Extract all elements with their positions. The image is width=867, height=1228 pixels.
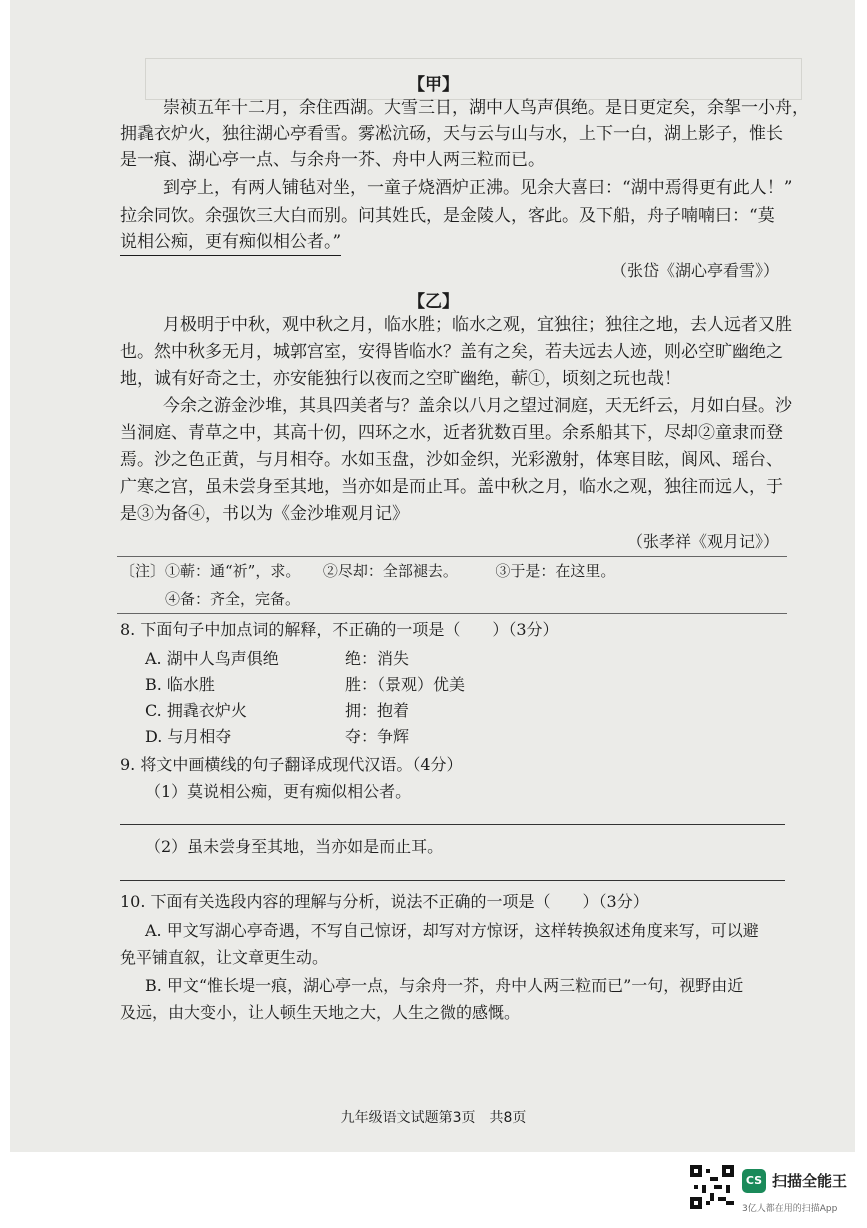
- passage-b-line: 是③为备④，书以为《金沙堆观月记》: [120, 504, 409, 524]
- passage-a-line: 到亭上，有两人铺毡对坐，一童子烧酒炉正沸。见余大喜曰：“湖中焉得更有此人！”: [163, 178, 793, 198]
- q8-option-b-gloss: 胜：（景观）优美: [345, 675, 466, 694]
- passage-a-line: 是一痕、湖心亭一点、与余舟一芥、舟中人两三粒而已。: [120, 150, 545, 170]
- passage-b-source: （张孝祥《观月记》）: [626, 532, 779, 551]
- qr-code-icon: [690, 1165, 734, 1209]
- brand-tagline: 3亿人都在用的扫描App: [742, 1204, 838, 1214]
- passage-b-heading: 【乙】: [408, 292, 459, 312]
- q8-option-b: B. 临水胜: [145, 675, 215, 694]
- passage-b-line: 焉。沙之色正黄，与月相夺。水如玉盘，沙如金织，光彩激射，体寒目眩，阆风、瑶台、: [120, 450, 783, 470]
- passage-a-heading: 【甲】: [408, 75, 459, 95]
- passage-b-line: 广寒之宫，虽未尝身至其地，当亦如是而止耳。盖中秋之月，临水之观，独往而远人，于: [120, 477, 783, 497]
- q8-option-a-gloss: 绝：消失: [345, 649, 410, 668]
- q10-option-a-cont: 免平铺直叙，让文章更生动。: [120, 948, 329, 967]
- notes-line: ④备：齐全，完备。: [120, 590, 301, 608]
- answer-line[interactable]: [120, 824, 785, 825]
- passage-a-source: （张岱《湖心亭看雪》）: [610, 261, 779, 280]
- q8-option-d-gloss: 夺：争辉: [345, 727, 410, 746]
- passage-b-line: 今余之游金沙堆，其具四美者与？盖余以八月之望过洞庭，天无纤云，月如白昼。沙: [163, 396, 792, 416]
- passage-b-line: 地，诚有好奇之士，亦安能独行以夜而之空旷幽绝，蕲①，顷刻之玩也哉！: [120, 369, 681, 389]
- passage-b-line: 也。然中秋多无月，城郭宫室，安得皆临水？盖有之矣，若夫远去人迹，则必空旷幽绝之: [120, 342, 783, 362]
- q8-option-d: D. 与月相夺: [145, 727, 232, 746]
- page-footer: 九年级语文试题第3页 共8页: [340, 1110, 527, 1126]
- q9-item-1: （1）莫说相公痴，更有痴似相公者。: [145, 782, 412, 801]
- passage-a-line: 崇祯五年十二月，余住西湖。大雪三日，湖中人鸟声俱绝。是日更定矣，余挐一小舟，: [163, 98, 809, 118]
- q8-option-a: A. 湖中人鸟声俱绝: [145, 649, 279, 668]
- camscanner-logo-icon: CS: [742, 1169, 766, 1193]
- passage-a-line: 拥毳衣炉火，独往湖心亭看雪。雾凇沆砀，天与云与山与水，上下一白，湖上影子，惟长: [120, 124, 783, 144]
- q8-option-c-gloss: 拥：抱着: [345, 701, 410, 720]
- passage-a-line: 说相公痴，更有痴似相公者。”: [120, 229, 341, 256]
- question-9-stem: 9. 将文中画横线的句子翻译成现代汉语。（4分）: [120, 755, 463, 774]
- passage-b-line: 当洞庭、青草之中，其高十仞，四环之水，近者犹数百里。余系船其下，尽却②童隶而登: [120, 423, 783, 443]
- q10-option-b-cont: 及远，由大变小，让人顿生天地之大，人生之微的感慨。: [120, 1003, 521, 1022]
- passage-a-line: 拉余同饮。余强饮三大白而别。问其姓氏，是金陵人，客此。及下船，舟子喃喃曰：“莫: [120, 206, 775, 226]
- brand-name: 扫描全能王: [772, 1172, 848, 1190]
- notes-line: 〔注〕①蕲：通“祈”，求。 ②尽却：全部褪去。 ③于是：在这里。: [120, 562, 616, 580]
- scanner-watermark: [690, 1165, 850, 1220]
- q8-option-c: C. 拥毳衣炉火: [145, 701, 247, 720]
- q10-option-a: A. 甲文写湖心亭奇遇，不写自己惊讶，却写对方惊讶，这样转换叙述角度来写，可以避: [145, 921, 759, 940]
- answer-line[interactable]: [120, 880, 785, 881]
- q9-item-2: （2）虽未尝身至其地，当亦如是而止耳。: [145, 837, 444, 856]
- q10-option-b: B. 甲文“惟长堤一痕，湖心亭一点，与余舟一芥，舟中人两三粒而已”一句，视野由近: [145, 976, 744, 995]
- question-8-stem: 8. 下面句子中加点词的解释，不正确的一项是（ ）（3分）: [120, 620, 559, 639]
- question-10-stem: 10. 下面有关选段内容的理解与分析，说法不正确的一项是（ ）（3分）: [120, 892, 649, 911]
- passage-b-line: 月极明于中秋，观中秋之月，临水胜；临水之观，宜独往；独往之地，去人远者又胜: [163, 315, 792, 335]
